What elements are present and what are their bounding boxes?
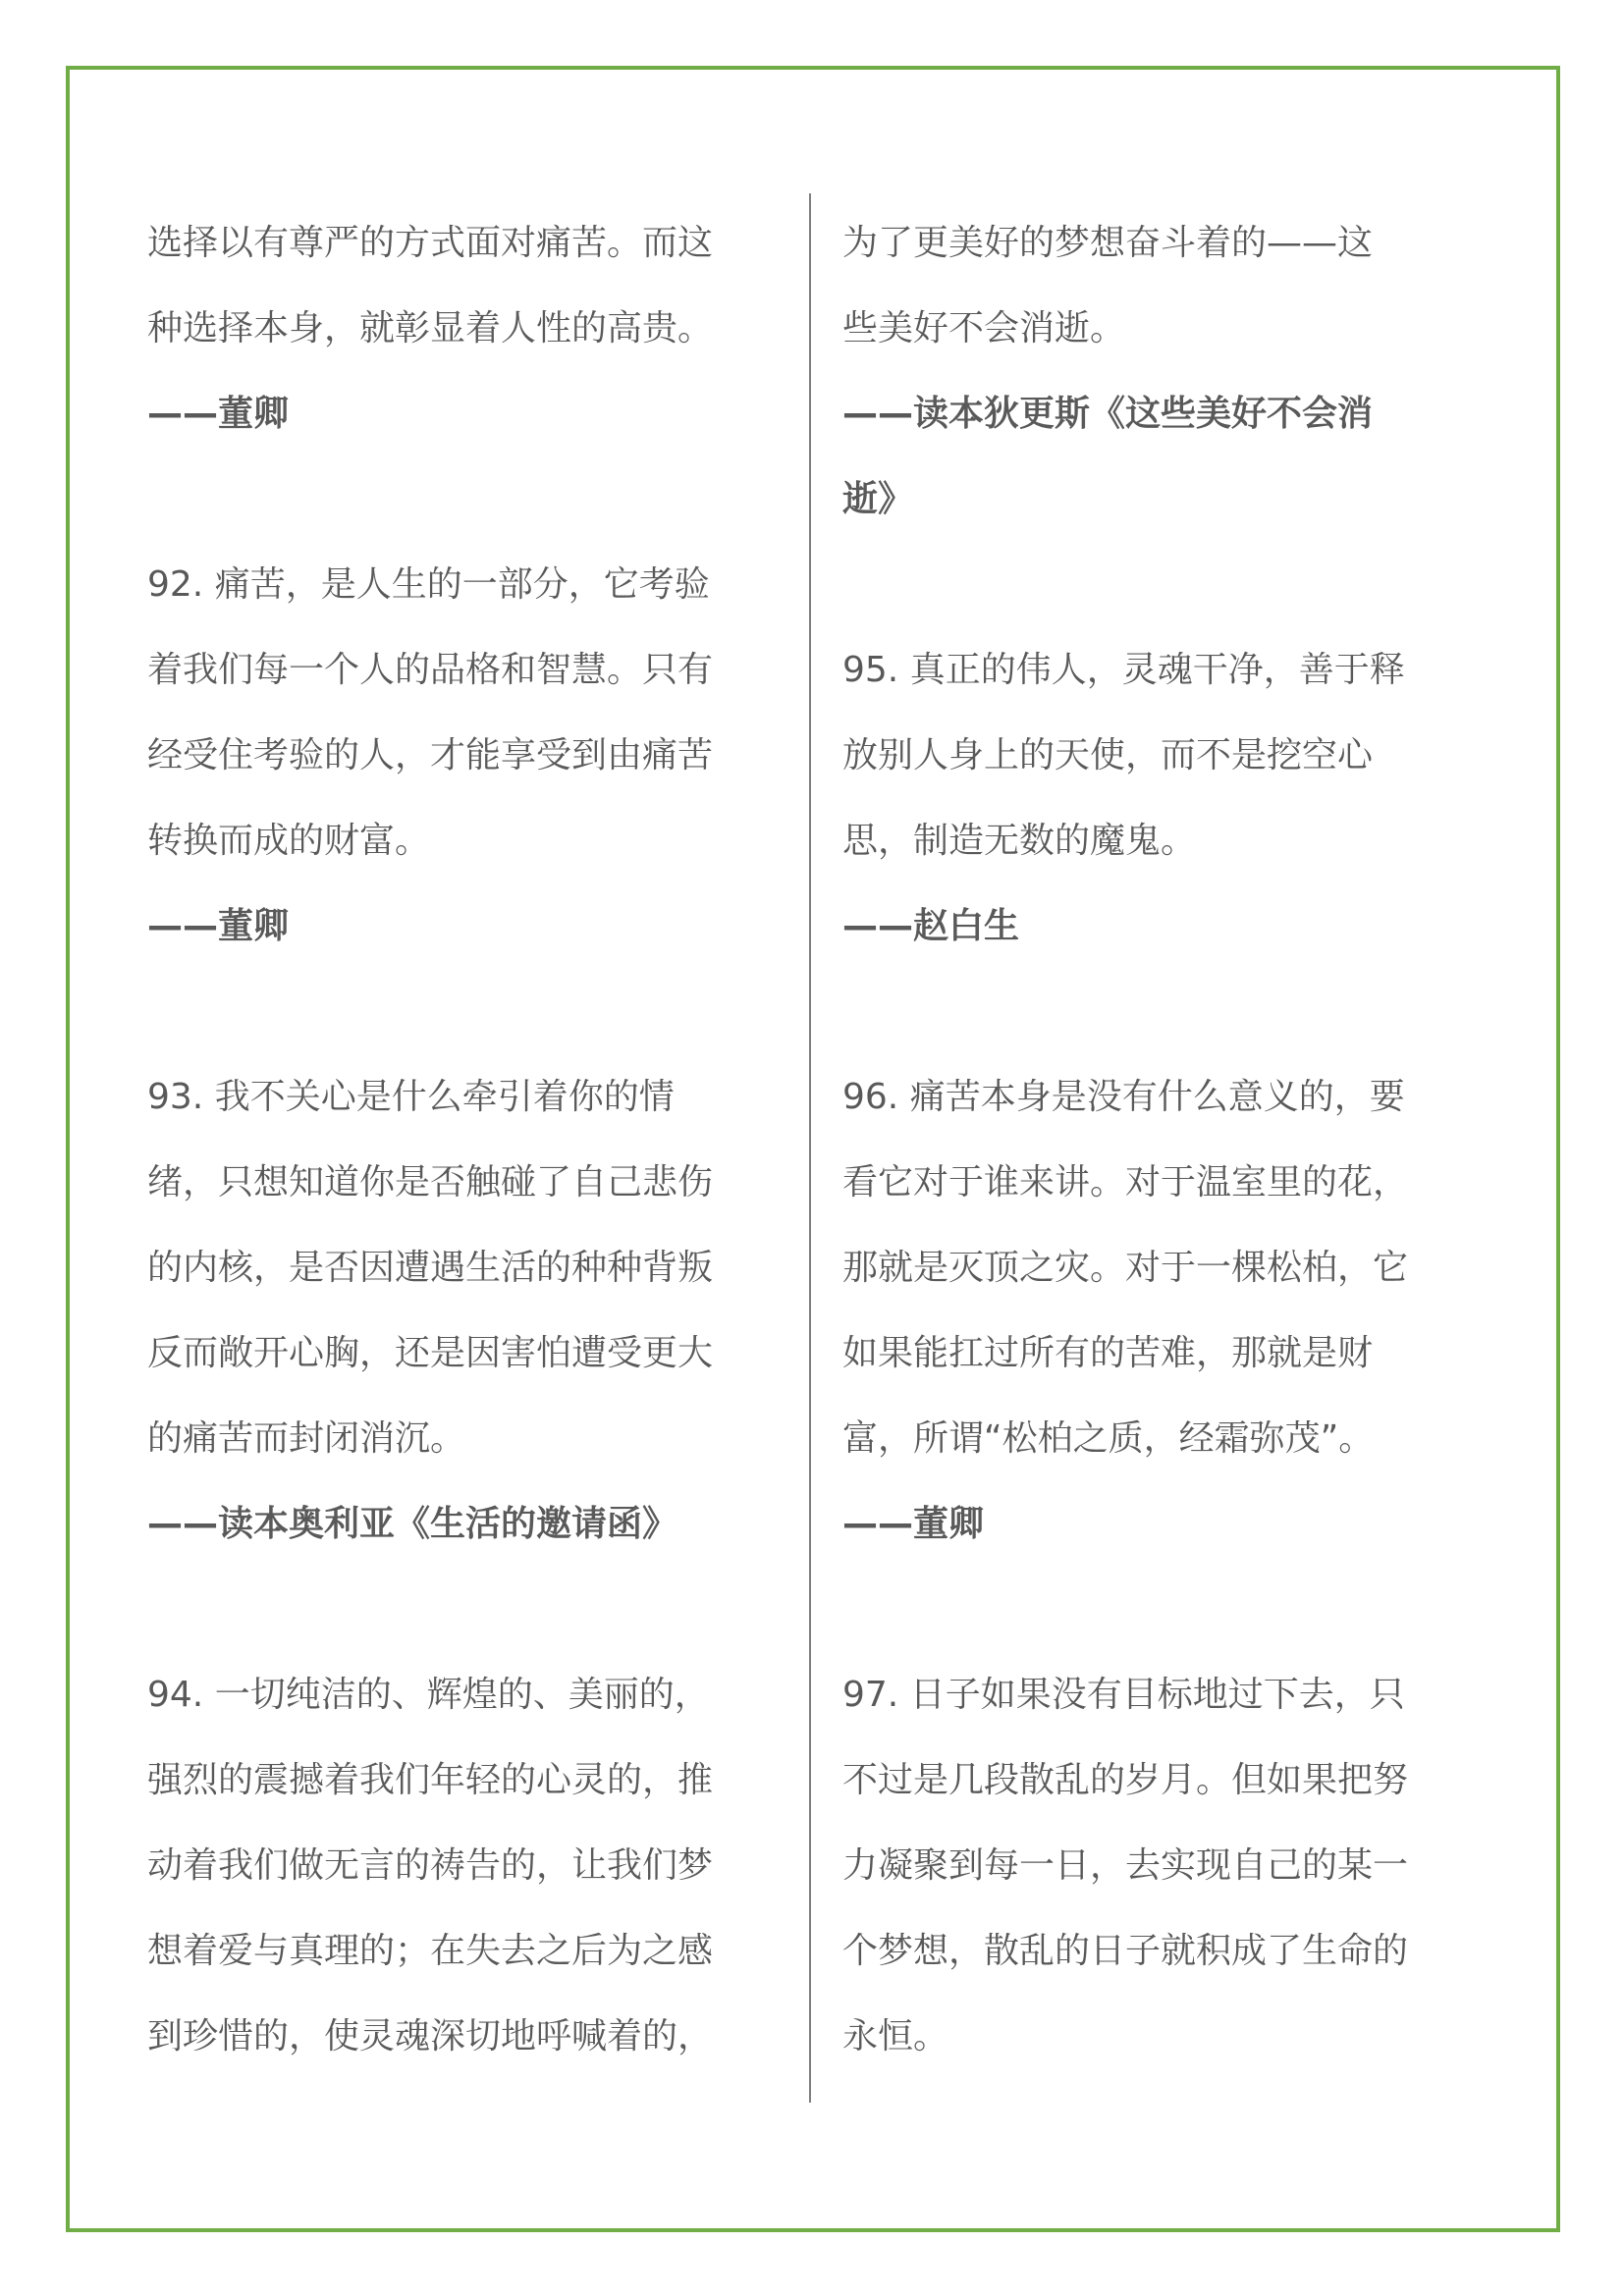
quote-line: 动着我们做无言的祷告的，让我们梦 — [147, 1845, 714, 1886]
right-column — [842, 200, 1481, 2079]
quote-line: 看它对于谁来讲。对于温室里的花， — [842, 1162, 1409, 1202]
quote-line: 力凝聚到每一日，去实现自己的某一 — [842, 1845, 1409, 1886]
quote-author: ——读本狄更斯《这些美好不会消 — [842, 394, 1374, 434]
spacer — [147, 456, 785, 542]
quote-line: 97. 日子如果没有目标地过下去，只 — [842, 1675, 1405, 1715]
quote-line: 如果能扛过所有的苦难，那就是财 — [842, 1333, 1374, 1373]
quote-line: 到珍惜的，使灵魂深切地呼喊着的， — [147, 2016, 714, 2056]
spacer — [147, 969, 785, 1054]
quote-line: 的内核，是否因遭遇生活的种种背叛 — [147, 1248, 714, 1288]
spacer — [147, 1567, 785, 1652]
quote-line: 不过是几段散乱的岁月。但如果把努 — [842, 1760, 1409, 1800]
quote-author: ——董卿 — [147, 906, 290, 946]
spacer — [842, 969, 1481, 1054]
quote-line: 想着爱与真理的；在失去之后为之感 — [147, 1931, 714, 1971]
quote-line: 反而敞开心胸，还是因害怕遭受更大 — [147, 1333, 714, 1373]
quote-line: 为了更美好的梦想奋斗着的——这 — [842, 223, 1374, 263]
quote-line: 绪，只想知道你是否触碰了自己悲伤 — [147, 1162, 714, 1202]
quote-line: 选择以有尊严的方式面对痛苦。而这 — [147, 223, 714, 263]
quote-line: 92. 痛苦，是人生的一部分，它考验 — [147, 564, 710, 605]
quote-line: 94. 一切纯洁的、辉煌的、美丽的， — [147, 1675, 710, 1715]
quote-line: 96. 痛苦本身是没有什么意义的，要 — [842, 1077, 1405, 1117]
quote-line: 着我们每一个人的品格和智慧。只有 — [147, 650, 714, 690]
quote-line: 转换而成的财富。 — [147, 821, 431, 861]
quote-line: 思，制造无数的魔鬼。 — [842, 821, 1197, 861]
column-divider — [809, 193, 811, 2103]
quote-author: ——赵白生 — [842, 906, 1020, 946]
quote-line: 的痛苦而封闭消沉。 — [147, 1418, 466, 1459]
quote-author: 逝》 — [842, 479, 914, 519]
spacer — [842, 1567, 1481, 1652]
quote-line: 永恒。 — [842, 2016, 949, 2056]
quote-line: 些美好不会消逝。 — [842, 308, 1126, 348]
quote-author: ——董卿 — [147, 394, 290, 434]
quote-line: 那就是灭顶之灾。对于一棵松柏，它 — [842, 1248, 1409, 1288]
quote-author: ——读本奥利亚《生活的邀请函》 — [147, 1504, 678, 1544]
quote-line: 经受住考验的人，才能享受到由痛苦 — [147, 735, 714, 775]
quote-author: ——董卿 — [842, 1504, 985, 1544]
quote-line: 放别人身上的天使，而不是挖空心 — [842, 735, 1374, 775]
spacer — [842, 542, 1481, 627]
quote-line: 富，所谓“松柏之质，经霜弥茂”。 — [842, 1418, 1375, 1459]
quote-line: 95. 真正的伟人，灵魂干净，善于释 — [842, 650, 1405, 690]
quote-line: 个梦想，散乱的日子就积成了生命的 — [842, 1931, 1409, 1971]
quote-line: 种选择本身，就彰显着人性的高贵。 — [147, 308, 714, 348]
quote-line: 93. 我不关心是什么牵引着你的情 — [147, 1077, 675, 1117]
quote-line: 强烈的震撼着我们年轻的心灵的，推 — [147, 1760, 714, 1800]
left-column — [147, 200, 785, 2079]
